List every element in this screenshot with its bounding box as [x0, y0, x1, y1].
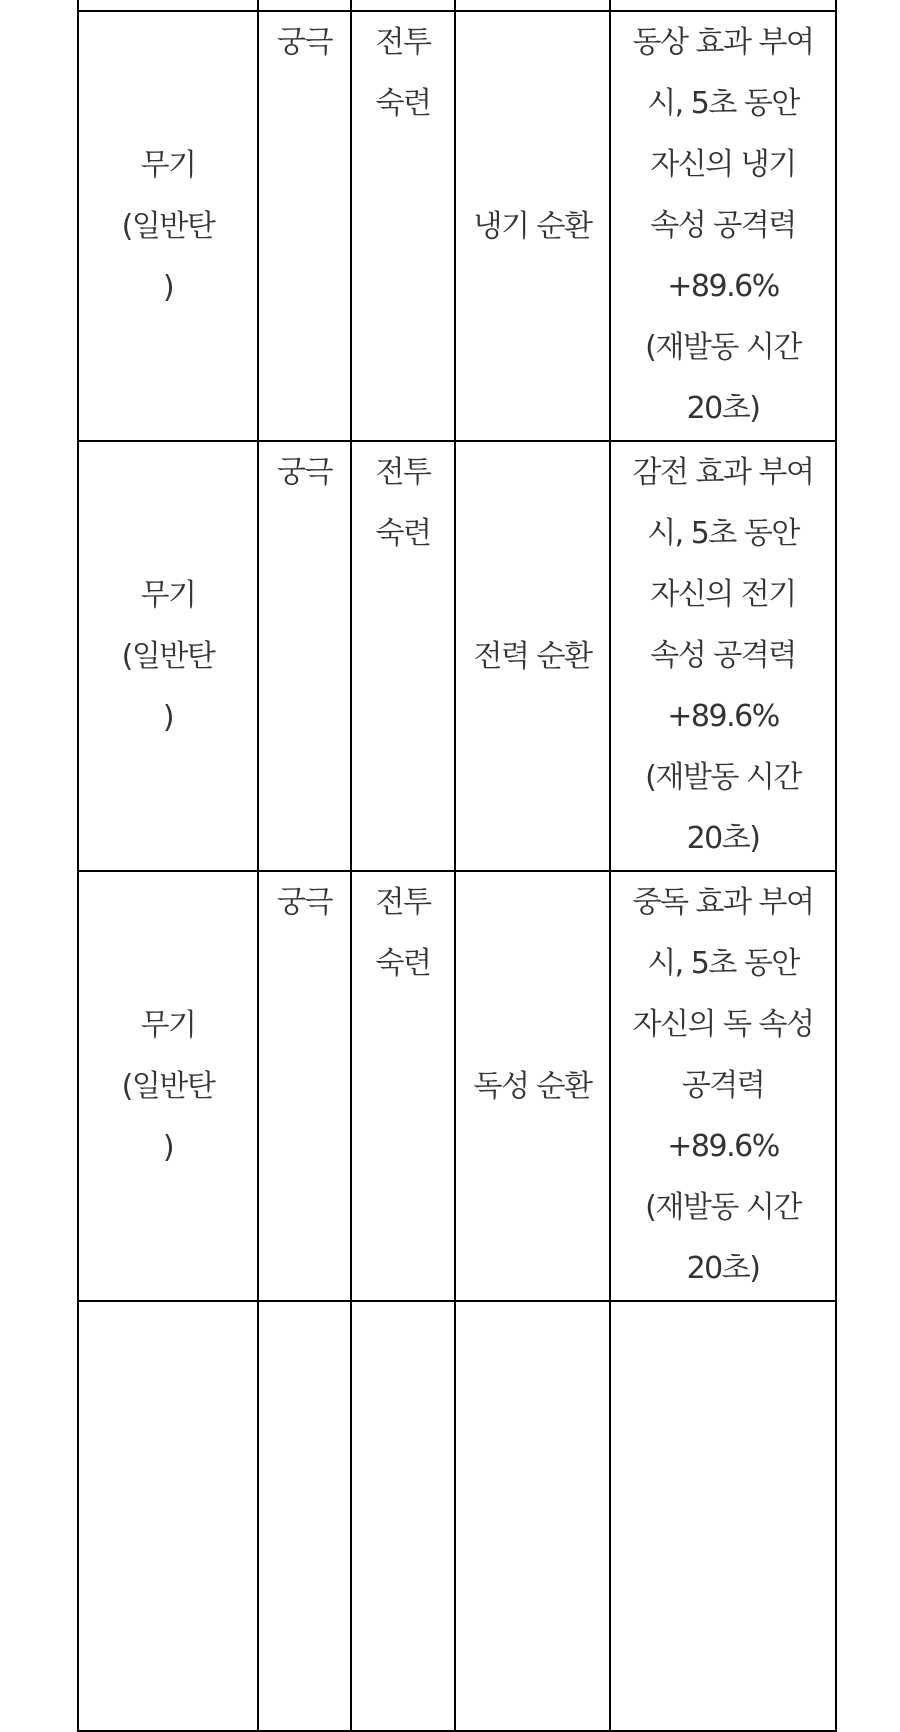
cell-grade [258, 1301, 351, 1731]
cell-effect [610, 1301, 836, 1731]
cell-grade [258, 0, 351, 11]
table-row [78, 871, 836, 1301]
type-text: 무기 (일반탄) [121, 147, 215, 305]
cell-type [78, 11, 258, 441]
table-row [78, 441, 836, 871]
category-text: 전투 숙련 [375, 455, 431, 551]
cell-grade [258, 11, 351, 441]
cell-type [78, 871, 258, 1301]
cell-grade [258, 871, 351, 1301]
grade-text: 궁극 [277, 455, 332, 490]
effect-text: 동상 효과 부여 시, 5초 동안 자신의 냉기 속성 공격력 +89.6% (재발동 시간 20초) [632, 25, 814, 426]
cell-category [351, 871, 455, 1301]
cell-effect [610, 441, 836, 871]
table-row [78, 0, 836, 11]
name-text: 냉기 순환 [473, 208, 592, 244]
table-row [78, 11, 836, 441]
cell-grade [258, 441, 351, 871]
cell-type [78, 1301, 258, 1731]
cell-name [455, 0, 610, 11]
cell-effect [610, 11, 836, 441]
table-row [78, 1301, 836, 1731]
cell-category [351, 11, 455, 441]
cell-name [455, 871, 610, 1301]
effect-text: 감전 효과 부여 시, 5초 동안 자신의 전기 속성 공격력 +89.6% (재발동 시간 20초) [632, 455, 814, 856]
name-text: 독성 순환 [473, 1068, 592, 1104]
grade-text: 궁극 [277, 885, 332, 920]
cell-name [455, 1301, 610, 1731]
cell-effect [610, 871, 836, 1301]
cell-category [351, 1301, 455, 1731]
effect-text: 중독 효과 부여 시, 5초 동안 자신의 독 속성 공격력 +89.6% (재발동 시간 20초) [632, 885, 814, 1286]
cell-name [455, 11, 610, 441]
grade-text: 궁극 [277, 25, 332, 60]
cell-name [455, 441, 610, 871]
item-table [77, 0, 837, 1732]
type-text: 무기 (일반탄) [121, 577, 215, 735]
cell-type [78, 0, 258, 11]
cell-category [351, 441, 455, 871]
name-text: 전력 순환 [473, 638, 592, 674]
type-text: 무기 (일반탄) [121, 1007, 215, 1165]
cell-type [78, 441, 258, 871]
category-text: 전투 숙련 [375, 885, 431, 981]
category-text: 전투 숙련 [375, 25, 431, 121]
cell-effect [610, 0, 836, 11]
cell-category [351, 0, 455, 11]
